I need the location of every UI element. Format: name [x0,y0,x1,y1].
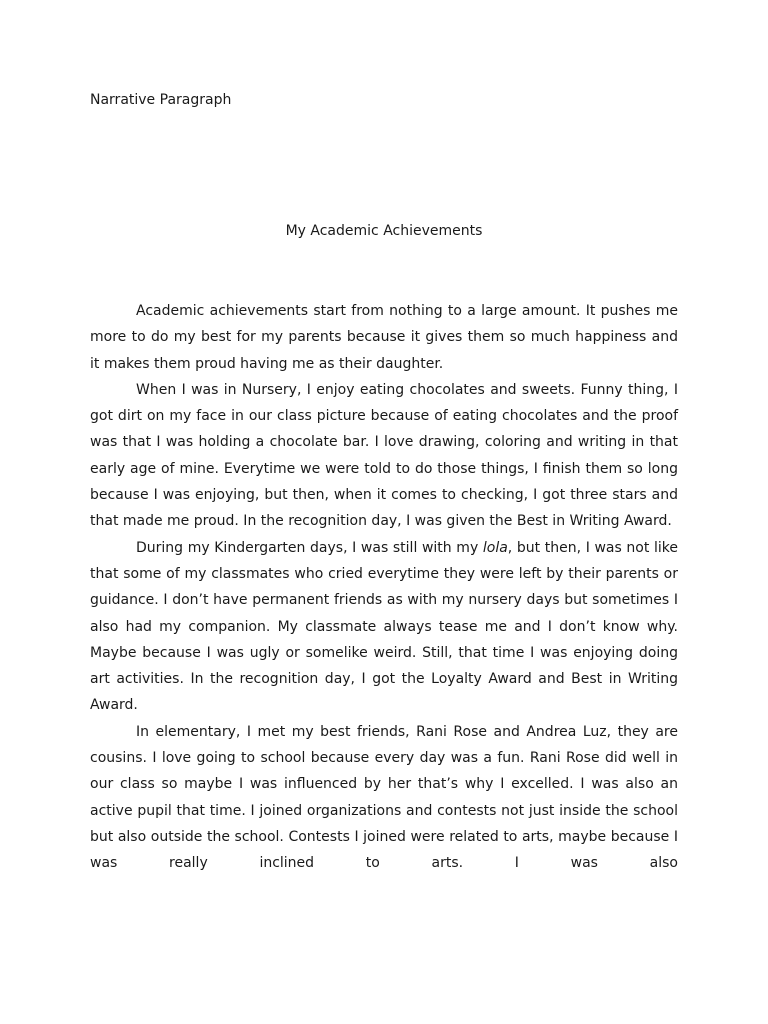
paragraph-nursery [90,377,678,535]
paragraph-text: Academic achievements start from nothing to a large amount. It pushes me more to do my best for my parents because it gives them so much happiness and it makes them proud having me as their daughter. [90,303,678,372]
paragraph-text: During my Kindergarten days, I was still with my [136,539,483,556]
paragraph-text: , but then, I was not like that some of my classmates who cried everytime they were left by their parents or guidance. I don’t have permanent friends as with my nursery days but sometimes I also had my companion. My classmate always tease me and I don’t know why. Maybe because I was ugly or somelike weird. Still, that time I was enjoying doing art activities. In the recognition day, I got the Loyalty Award and Best in Writing Award. [90,539,678,714]
document-body [90,298,678,877]
paragraph-kindergarten [90,535,678,719]
paragraph-elementary [90,719,678,877]
document-type-label: Narrative Paragraph [90,92,232,108]
paragraph-intro [90,298,678,377]
italic-word: lola [482,539,508,556]
paragraph-text: When I was in Nursery, I enjoy eating chocolates and sweets. Funny thing, I got dirt on my face in our class picture because of eating chocolates and the proof was that I was holding a chocolate bar. I love drawing, coloring and writing in that early age of mine. Everytime we were told to do those things, I finish them so long because I was enjoying, but then, when it comes to checking, I got three stars and that made me proud. In the recognition day, I was given the Best in Writing Award. [90,381,678,530]
paragraph-text: In elementary, I met my best friends, Rani Rose and Andrea Luz, they are cousins. I love going to school because every day was a fun. Rani Rose did well in our class so maybe I was influenced by her that’s why I excelled. I was also an active pupil that time. I joined organizations and contests not just inside the school but also outside the school. Contests I joined were related to arts, maybe because I was really inclined to arts. I was also [90,723,678,872]
document-title: My Academic Achievements [285,223,483,239]
